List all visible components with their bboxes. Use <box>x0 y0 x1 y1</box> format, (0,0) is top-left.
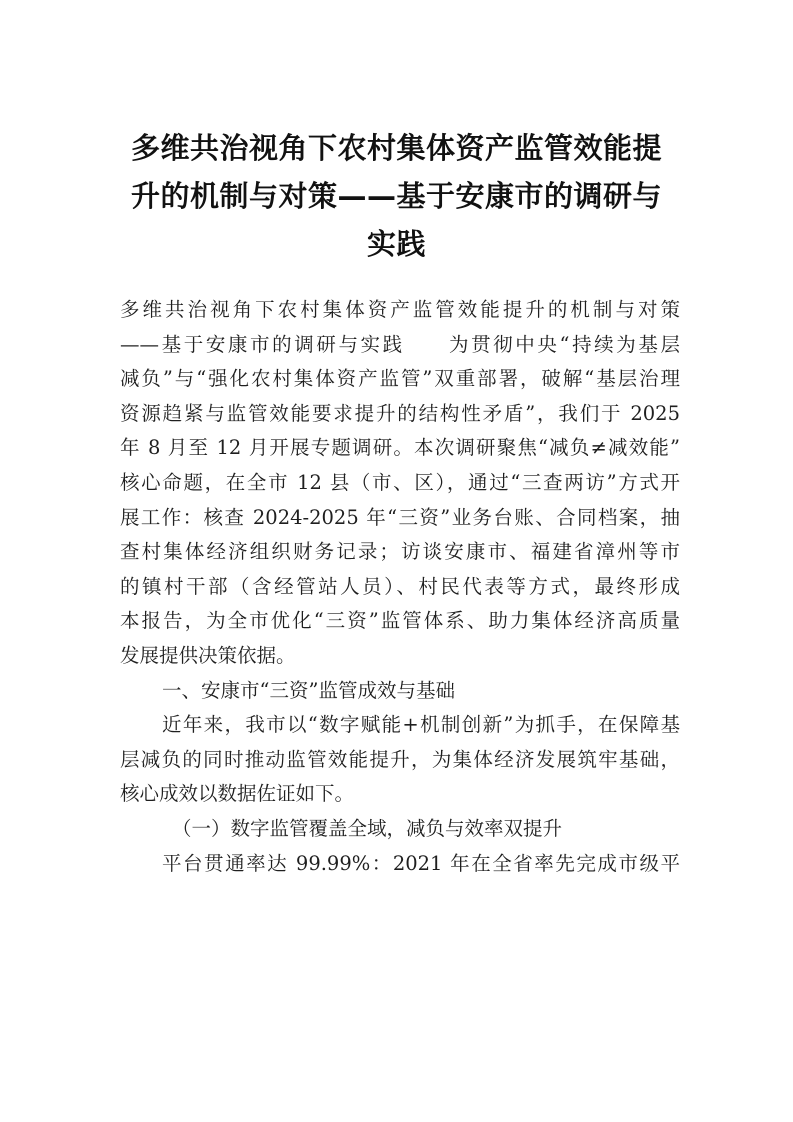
paragraph-intro-line: ——基于安康市的调研与实践 为贯彻中央“持续为基层 <box>120 332 680 356</box>
paragraph-intro-line: 减负”与“强化农村集体资产监管”双重部署，破解“基层治理 <box>120 367 680 391</box>
paragraph-intro-line: 年 8 月至 12 月开展专题调研。本次调研聚焦“减负≠减效能” <box>120 436 680 460</box>
paragraph-intro-line: 展工作：核查 2024-2025 年“三资”业务台账、合同档案，抽 <box>120 505 680 529</box>
document-title <box>100 124 693 268</box>
section-heading-1: 一、安康市“三资”监管成效与基础 <box>162 678 455 702</box>
paragraph-intro-line: 的镇村干部（含经管站人员）、村民代表等方式，最终形成 <box>120 574 680 598</box>
paragraph-intro-line: 查村集体经济组织财务记录；访谈安康市、福建省漳州等市 <box>120 540 680 564</box>
paragraph-intro-line: 多维共治视角下农村集体资产监管效能提升的机制与对策 <box>120 298 680 321</box>
paragraph-intro-line: 核心命题，在全市 12 县（市、区），通过“三查两访”方式开 <box>120 470 680 494</box>
paragraph-intro-line: 资源趋紧与监管效能要求提升的结构性矛盾”，我们于 2025 <box>120 401 680 425</box>
paragraph-overview-line: 近年来，我市以“数字赋能+机制创新”为抓手，在保障基 <box>162 713 680 737</box>
document-body <box>120 293 680 881</box>
title-line-2: 升的机制与对策——基于安康市的调研与 <box>130 179 662 213</box>
title-line-3: 实践 <box>366 227 426 261</box>
paragraph-overview-line: 层减负的同时推动监管效能提升，为集体经济发展筑牢基础， <box>120 747 680 771</box>
paragraph-intro-line: 发展提供决策依据。 <box>120 643 296 667</box>
paragraph-overview-line: 核心成效以数据佐证如下。 <box>120 782 355 806</box>
paragraph-intro-line: 本报告，为全市优化“三资”监管体系、助力集体经济高质量 <box>120 609 680 633</box>
title-line-1: 多维共治视角下农村集体资产监管效能提 <box>130 131 662 165</box>
subsection-heading-1: （一）数字监管覆盖全域，减负与效率双提升 <box>172 816 563 840</box>
paragraph-platform-line: 平台贯通率达 99.99%：2021 年在全省率先完成市级平 <box>162 851 680 875</box>
